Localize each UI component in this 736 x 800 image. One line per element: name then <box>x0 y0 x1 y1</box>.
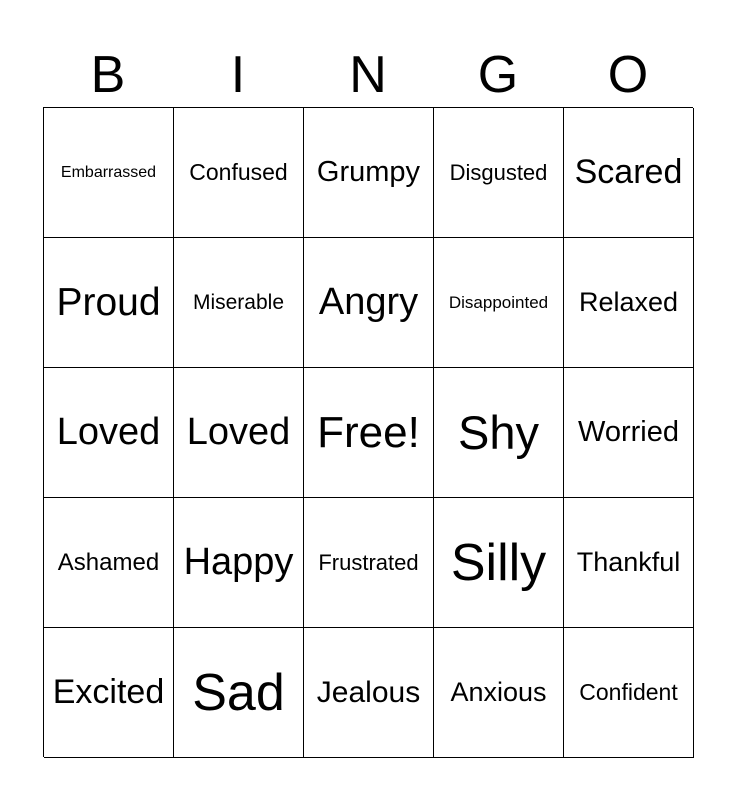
bingo-board <box>43 107 693 757</box>
bingo-cell: Loved <box>174 368 304 498</box>
bingo-cell: Miserable <box>174 238 304 368</box>
bingo-cell: Frustrated <box>304 498 434 628</box>
bingo-cell: Relaxed <box>564 238 694 368</box>
bingo-cell: Loved <box>44 368 174 498</box>
free-space-cell: Free! <box>304 368 434 498</box>
bingo-cell: Disgusted <box>434 108 564 238</box>
bingo-cell: Ashamed <box>44 498 174 628</box>
bingo-cell: Worried <box>564 368 694 498</box>
bingo-cell: Disappointed <box>434 238 564 368</box>
header-letter-o: O <box>607 46 649 104</box>
bingo-header <box>43 42 693 108</box>
bingo-cell: Grumpy <box>304 108 434 238</box>
header-letter-n: N <box>349 46 387 104</box>
bingo-cell: Happy <box>174 498 304 628</box>
bingo-cell: Silly <box>434 498 564 628</box>
bingo-cell: Scared <box>564 108 694 238</box>
bingo-cell: Excited <box>44 628 174 758</box>
bingo-cell: Jealous <box>304 628 434 758</box>
bingo-cell: Thankful <box>564 498 694 628</box>
bingo-cell: Sad <box>174 628 304 758</box>
bingo-cell: Confused <box>174 108 304 238</box>
header-letter-i: I <box>230 46 246 104</box>
bingo-cell: Shy <box>434 368 564 498</box>
header-letter-g: G <box>477 46 519 104</box>
bingo-cell: Angry <box>304 238 434 368</box>
bingo-cell: Anxious <box>434 628 564 758</box>
bingo-cell: Proud <box>44 238 174 368</box>
header-letter-b: B <box>90 46 126 104</box>
bingo-cell: Embarrassed <box>44 108 174 238</box>
bingo-cell: Confident <box>564 628 694 758</box>
